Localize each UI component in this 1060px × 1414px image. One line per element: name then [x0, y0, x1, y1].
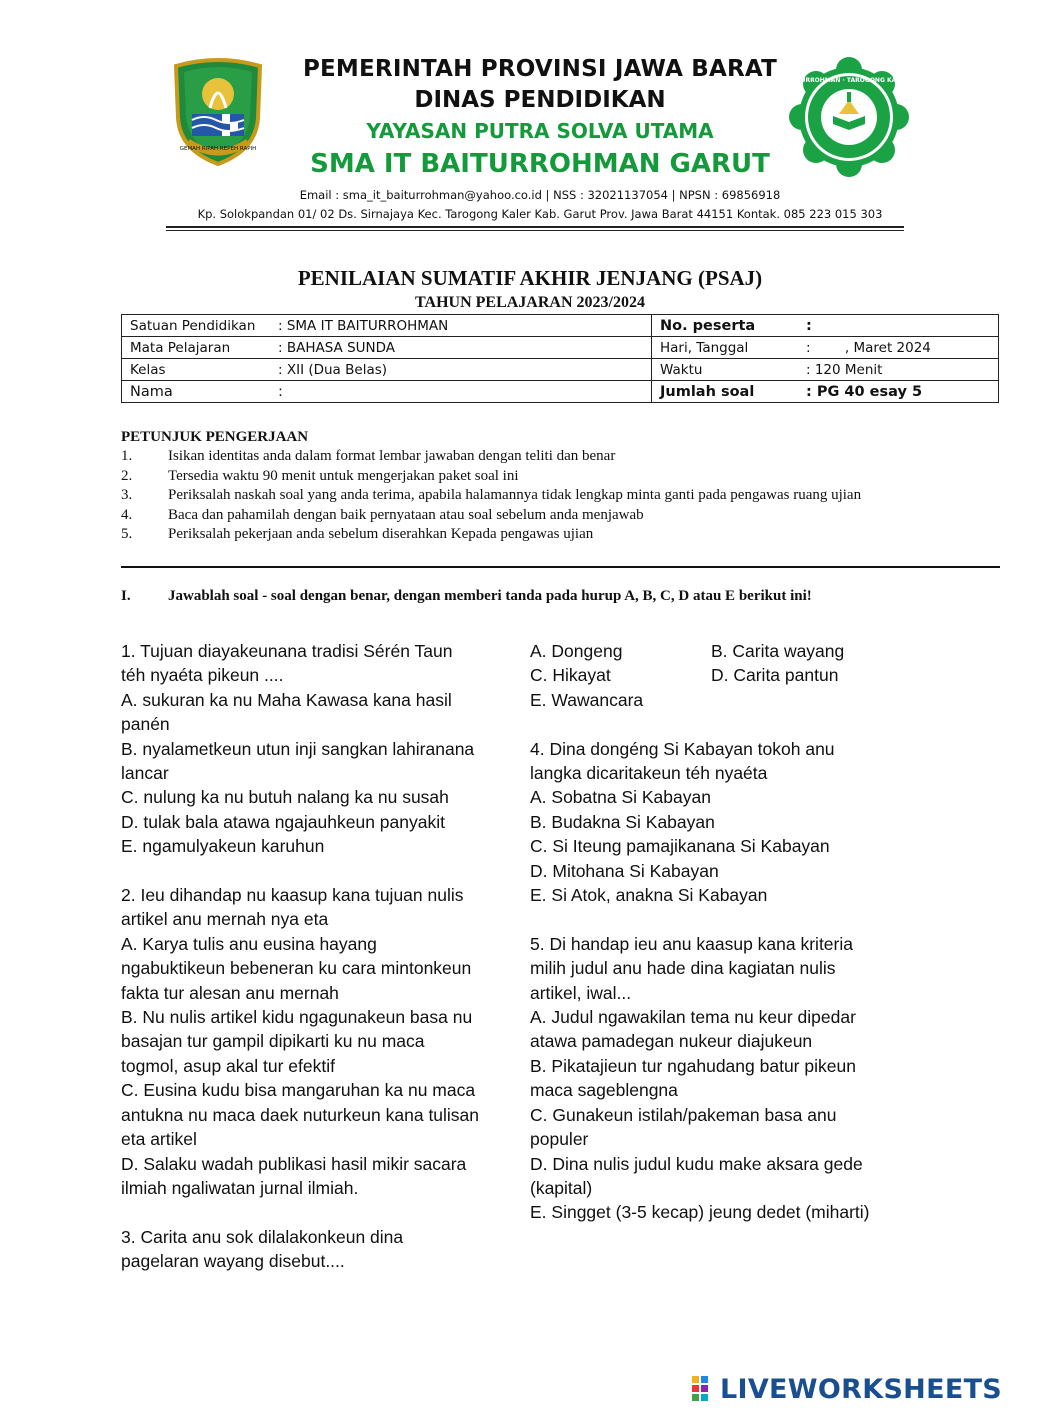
identity-hari[interactable]: Hari, Tanggal : , Maret 2024: [652, 337, 999, 359]
section-heading: I. Jawablah soal - soal dengan benar, dengan memberi tanda pada hurup A, B, C, D atau E berikut ini!: [121, 588, 812, 604]
letterhead-divider-thin: [166, 230, 904, 231]
question-5-option-a[interactable]: A. Judul ngawakilan tema nu keur dipedar atawa pamadegan nukeur diajukeun: [530, 1007, 856, 1052]
question-5-option-d[interactable]: D. Dina nulis judul kudu make aksara gede (kapital): [530, 1153, 863, 1198]
question-4-option-b[interactable]: B. Budakna Si Kabayan: [530, 811, 715, 832]
question-2-stem: 2. Ieu dihandap nu kaasup kana tujuan nulis artikel anu mernah nya eta: [121, 885, 464, 930]
instruction-item: 3. Periksalah naskah soal yang anda terima, apabila halamannya tidak lengkap minta ganti pada pengawas ruang ujian: [121, 487, 862, 504]
question-3-options: [530, 639, 890, 712]
question-1-option-c[interactable]: C. nulung ka nu butuh nalang ka nu susah: [121, 787, 449, 808]
letterhead-address-line: Kp. Solokpandan 01/ 02 Ds. Sirnajaya Kec. Tarogong Kaler Kab. Garut Prov. Jawa Barat 44151 Kontak. 085 223 015 303: [197, 207, 883, 221]
liveworksheets-logo[interactable]: [692, 1373, 1003, 1405]
question-4-stem: 4. Dina dongéng Si Kabayan tokoh anu langka dicaritakeun téh nyaéta: [530, 738, 835, 784]
instructions-divider: [121, 566, 1000, 568]
question-2-option-b[interactable]: B. Nu nulis artikel kidu ngagunakeun basa nu basajan tur gampil dipikarti ku nu maca togmol, asup akal tur efektif: [121, 1007, 473, 1076]
question-4-option-a[interactable]: A. Sobatna Si Kabayan: [530, 787, 711, 808]
identity-row: [122, 315, 999, 337]
question-3-option-b[interactable]: B. Carita wayang: [711, 641, 845, 661]
question-4-option-e[interactable]: E. Si Atok, anakna Si Kabayan: [530, 885, 768, 906]
question-5-option-e[interactable]: E. Singget (3-5 kecap) jeung dedet (miharti): [530, 1202, 870, 1223]
identity-satuan: Satuan Pendidikan : SMA IT BAITURROHMAN: [122, 315, 652, 337]
instruction-item: 1. Isikan identitas anda dalam format lembar jawaban dengan teliti dan benar: [121, 448, 616, 465]
identity-peserta[interactable]: No. peserta :: [652, 315, 999, 337]
letterhead-department: DINAS PENDIDIKAN: [414, 87, 666, 113]
question-3-stem: 3. Carita anu sok dilalakonkeun dina pagelaran wayang disebut....: [121, 1226, 404, 1272]
identity-row: [122, 381, 999, 403]
letterhead-school-name: SMA IT BAITURROHMAN GARUT: [310, 149, 770, 179]
identity-nama[interactable]: Nama :: [122, 381, 652, 403]
west-java-province-emblem: [170, 58, 266, 168]
question-1-stem: 1. Tujuan diayakeunana tradisi Sérén Taun téh nyaéta pikeun ....: [121, 641, 453, 686]
letterhead-divider-thick: [166, 226, 904, 228]
instruction-item: 5. Periksalah pekerjaan anda sebelum diserahkan Kepada pengawas ujian: [121, 526, 594, 543]
question-2-option-a[interactable]: A. Karya tulis anu eusina hayang ngabuktikeun bebeneran ku cara mintonkeun fakta tur alesan anu mernah: [121, 933, 472, 1003]
instruction-item: 2. Tersedia waktu 90 menit untuk mengerjakan paket soal ini: [121, 467, 519, 484]
instructions-heading: PETUNJUK PENGERJAAN: [121, 429, 309, 445]
svg-text:SMA IT BAITURROHMAN · TAROGONG: SMA IT BAITURROHMAN · TAROGONG KALER · GARUT: [759, 77, 939, 84]
question-5-option-c[interactable]: C. Gunakeun istilah/pakeman basa anu populer: [530, 1104, 837, 1150]
question-1-option-e[interactable]: E. ngamulyakeun karuhun: [121, 836, 325, 857]
instructions: [121, 428, 981, 544]
identity-mapel: Mata Pelajaran : BAHASA SUNDA: [122, 337, 652, 359]
question-4-option-d[interactable]: D. Mitohana Si Kabayan: [530, 860, 719, 881]
identity-table: [121, 314, 999, 403]
letterhead: [270, 54, 810, 182]
identity-row: [122, 337, 999, 359]
question-1-option-b[interactable]: B. nyalametkeun utun inji sangkan lahiranana lancar: [121, 738, 475, 784]
school-logo: [759, 58, 939, 176]
instruction-item: 4. Baca dan pahamilah dengan baik pernyataan atau soal sebelum anda menjawab: [121, 506, 644, 523]
identity-kelas: Kelas : XII (Dua Belas): [122, 359, 652, 381]
liveworksheets-wordmark: LIVEWORKSHEETS: [720, 1373, 1003, 1405]
letterhead-contact: [170, 186, 910, 224]
question-3-option-d[interactable]: D. Carita pantun: [711, 665, 839, 686]
question-3-option-a[interactable]: A. Dongeng: [530, 641, 623, 661]
question-4-option-c[interactable]: C. Si Iteung pamajikanana Si Kabayan: [530, 836, 830, 857]
letterhead-foundation: YAYASAN PUTRA SOLVA UTAMA: [366, 119, 714, 143]
question-2-option-d[interactable]: D. Salaku wadah publikasi hasil mikir sacara ilmiah ngaliwatan jurnal ilmiah.: [121, 1153, 467, 1198]
question-1-option-a[interactable]: A. sukuran ka nu Maha Kawasa kana hasil panén: [121, 689, 452, 735]
question-2-option-c[interactable]: C. Eusina kudu bisa mangaruhan ka nu maca antukna nu maca daek nuturkeun kana tulisan eta artikel: [121, 1080, 480, 1150]
question-5-option-b[interactable]: B. Pikatajieun tur ngahudang batur pikeun maca sageblengna: [530, 1055, 856, 1101]
liveworksheets-icon: [692, 1376, 718, 1402]
identity-row: [122, 359, 999, 381]
question-1-option-d[interactable]: D. tulak bala atawa ngajauhkeun panyakit: [121, 811, 445, 832]
questions-right-column: [530, 639, 890, 1225]
question-3-option-e[interactable]: E. Wawancara: [530, 689, 644, 710]
letterhead-email-line: Email : sma_it_baiturrohman@yahoo.co.id | NSS : 32021137054 | NPSN : 69856918: [299, 188, 781, 202]
identity-waktu: Waktu : 120 Menit: [652, 359, 999, 381]
exam-title: PENILAIAN SUMATIF AKHIR JENJANG (PSAJ): [297, 266, 763, 290]
question-5-stem: 5. Di handap ieu anu kaasup kana kriteria milih judul anu hade dina kagiatan nulis artikel, iwal...: [530, 933, 853, 1003]
exam-subtitle: TAHUN PELAJARAN 2023/2024: [415, 294, 645, 311]
question-3-option-c[interactable]: C. Hikayat: [530, 665, 611, 686]
svg-text:GEMAH RIPAH REPEH RAPIH: GEMAH RIPAH REPEH RAPIH: [179, 146, 257, 152]
questions-left-column: [121, 639, 481, 1274]
identity-jumlah: Jumlah soal : PG 40 esay 5: [652, 381, 999, 403]
letterhead-government: PEMERINTAH PROVINSI JAWA BARAT: [302, 56, 778, 82]
